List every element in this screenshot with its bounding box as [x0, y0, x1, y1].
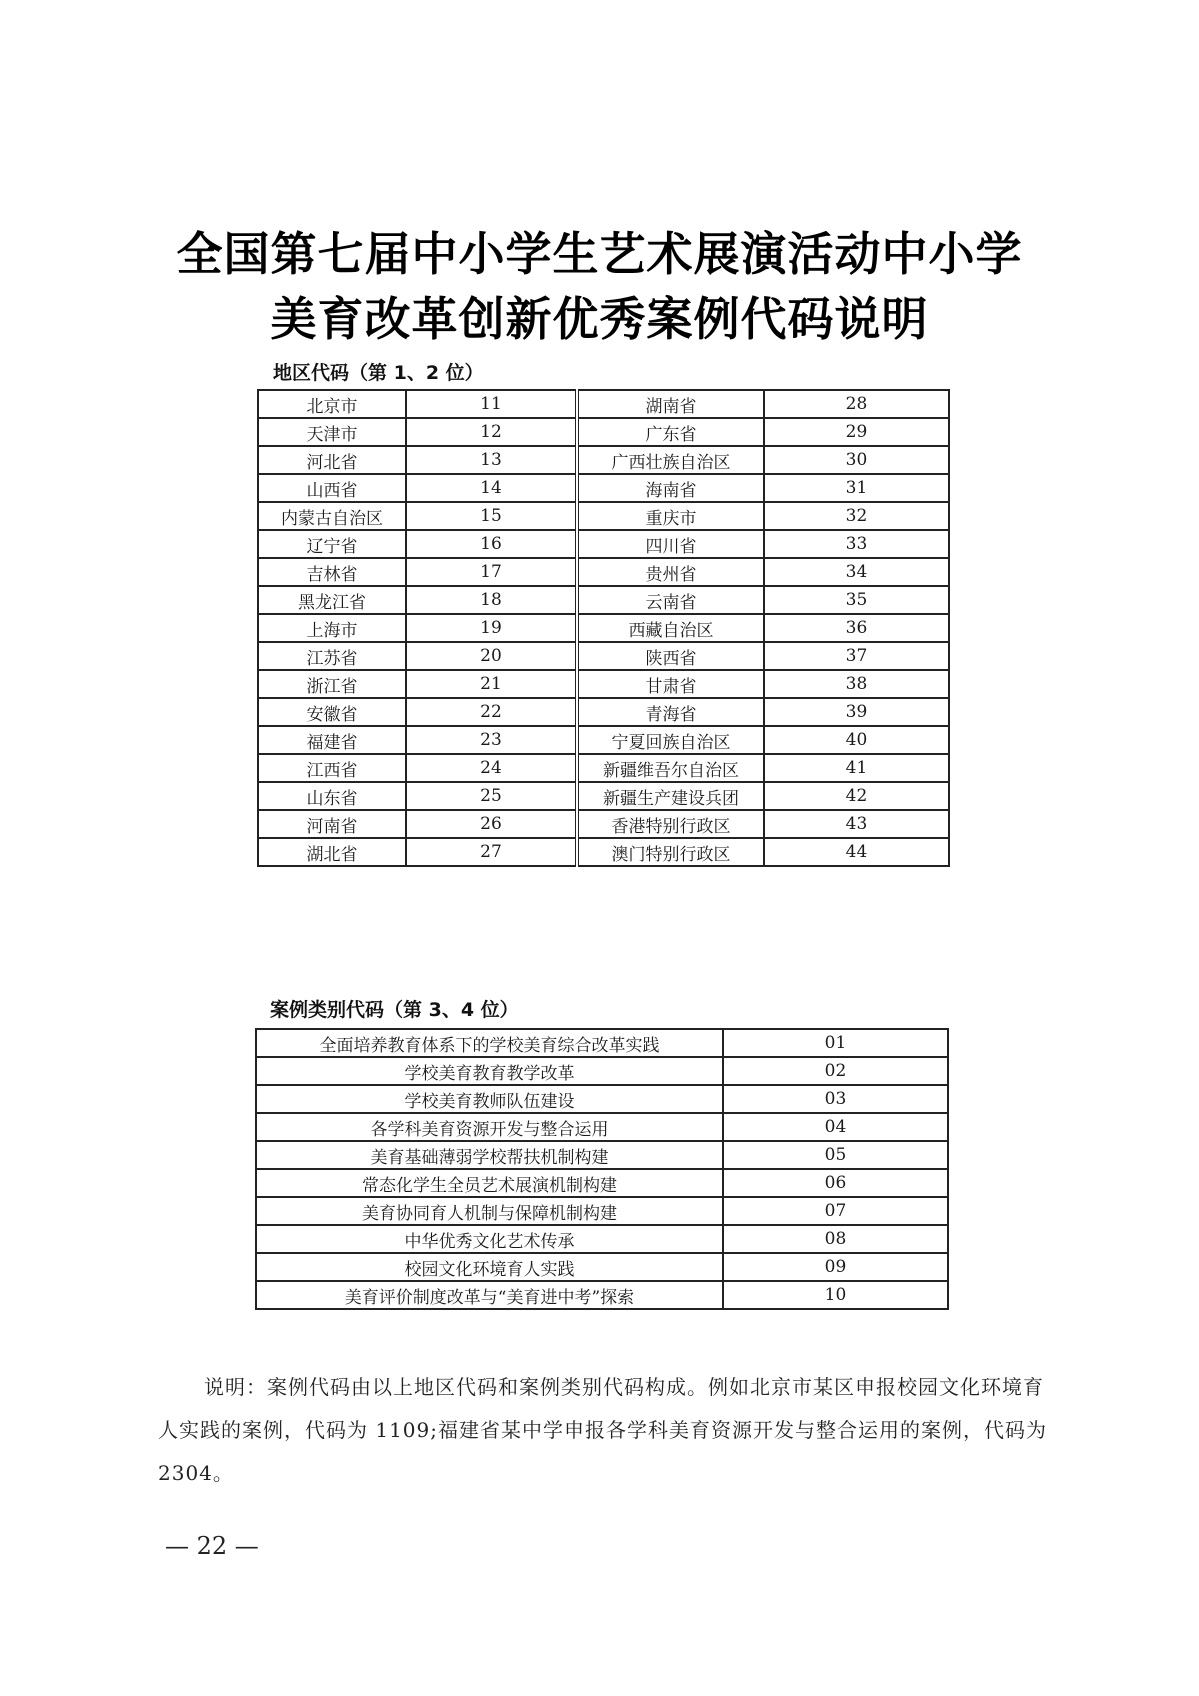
region-name-cell: 河南省 — [258, 810, 406, 838]
explanation-note: 说明：案例代码由以上地区代码和案例类别代码构成。例如北京市某区申报校园文化环境育人实践的案例，代码为 1109;福建省某中学申报各学科美育资源开发与整合运用的案例，代码为 2304。 — [158, 1375, 1047, 1485]
page-number: — 22 — — [165, 1532, 259, 1560]
region-table-row — [258, 418, 949, 446]
region-table-row — [258, 614, 949, 642]
region-name-cell: 北京市 — [258, 390, 406, 418]
region-code-cell: 39 — [764, 698, 949, 726]
region-code-cell: 36 — [764, 614, 949, 642]
category-table-row — [256, 1169, 948, 1197]
region-code-cell: 16 — [406, 530, 577, 558]
region-table-row — [258, 530, 949, 558]
category-code-cell: 07 — [723, 1197, 948, 1225]
region-name-cell: 陕西省 — [577, 642, 764, 670]
region-code-cell: 17 — [406, 558, 577, 586]
region-table-row — [258, 558, 949, 586]
category-code-table — [255, 1028, 949, 1310]
category-table-row — [256, 1029, 948, 1057]
category-name-cell: 各学科美育资源开发与整合运用 — [256, 1113, 723, 1141]
region-code-cell: 33 — [764, 530, 949, 558]
region-code-cell: 32 — [764, 502, 949, 530]
category-name-cell: 学校美育教师队伍建设 — [256, 1085, 723, 1113]
region-name-cell: 海南省 — [577, 474, 764, 502]
region-table-row — [258, 754, 949, 782]
region-name-cell: 山西省 — [258, 474, 406, 502]
category-table-row — [256, 1141, 948, 1169]
region-name-cell: 宁夏回族自治区 — [577, 726, 764, 754]
category-code-cell: 05 — [723, 1141, 948, 1169]
category-code-cell: 02 — [723, 1057, 948, 1085]
category-name-cell: 学校美育教育教学改革 — [256, 1057, 723, 1085]
region-name-cell: 湖南省 — [577, 390, 764, 418]
category-code-cell: 03 — [723, 1085, 948, 1113]
region-code-cell: 12 — [406, 418, 577, 446]
region-name-cell: 澳门特别行政区 — [577, 838, 764, 866]
category-name-cell: 常态化学生全员艺术展演机制构建 — [256, 1169, 723, 1197]
category-name-cell: 美育基础薄弱学校帮扶机制构建 — [256, 1141, 723, 1169]
region-table-row — [258, 726, 949, 754]
category-code-cell: 04 — [723, 1113, 948, 1141]
region-name-cell: 吉林省 — [258, 558, 406, 586]
document-title-line-1: 全国第七届中小学生艺术展演活动中小学 — [176, 227, 1023, 281]
region-code-cell: 44 — [764, 838, 949, 866]
region-name-cell: 辽宁省 — [258, 530, 406, 558]
region-name-cell: 内蒙古自治区 — [258, 502, 406, 530]
region-code-cell: 25 — [406, 782, 577, 810]
region-table-row — [258, 810, 949, 838]
category-name-cell: 美育协同育人机制与保障机制构建 — [256, 1197, 723, 1225]
region-table-row — [258, 698, 949, 726]
category-code-cell: 01 — [723, 1029, 948, 1057]
region-code-cell: 15 — [406, 502, 577, 530]
region-code-cell: 28 — [764, 390, 949, 418]
region-code-cell: 30 — [764, 446, 949, 474]
region-name-cell: 西藏自治区 — [577, 614, 764, 642]
region-code-cell: 26 — [406, 810, 577, 838]
region-code-cell: 29 — [764, 418, 949, 446]
region-table-row — [258, 390, 949, 418]
category-table-row — [256, 1281, 948, 1309]
region-name-cell: 青海省 — [577, 698, 764, 726]
category-table-row — [256, 1197, 948, 1225]
region-code-cell: 24 — [406, 754, 577, 782]
region-name-cell: 贵州省 — [577, 558, 764, 586]
category-table-row — [256, 1113, 948, 1141]
region-code-cell: 13 — [406, 446, 577, 474]
region-table-row — [258, 838, 949, 866]
region-name-cell: 江西省 — [258, 754, 406, 782]
region-table-row — [258, 502, 949, 530]
region-name-cell: 广东省 — [577, 418, 764, 446]
region-name-cell: 甘肃省 — [577, 670, 764, 698]
region-name-cell: 湖北省 — [258, 838, 406, 866]
region-name-cell: 福建省 — [258, 726, 406, 754]
region-code-table — [257, 389, 950, 867]
region-name-cell: 天津市 — [258, 418, 406, 446]
region-code-cell: 18 — [406, 586, 577, 614]
region-code-cell: 21 — [406, 670, 577, 698]
region-code-cell: 27 — [406, 838, 577, 866]
region-code-cell: 22 — [406, 698, 577, 726]
region-code-cell: 40 — [764, 726, 949, 754]
category-table-row — [256, 1057, 948, 1085]
region-code-cell: 41 — [764, 754, 949, 782]
region-table-row — [258, 446, 949, 474]
region-code-cell: 34 — [764, 558, 949, 586]
category-name-cell: 中华优秀文化艺术传承 — [256, 1225, 723, 1253]
region-code-cell: 31 — [764, 474, 949, 502]
region-name-cell: 云南省 — [577, 586, 764, 614]
region-table-caption: 地区代码（第 1、2 位） — [273, 362, 484, 384]
region-code-cell: 14 — [406, 474, 577, 502]
category-code-cell: 09 — [723, 1253, 948, 1281]
region-name-cell: 河北省 — [258, 446, 406, 474]
category-table-row — [256, 1225, 948, 1253]
region-table-row — [258, 642, 949, 670]
region-name-cell: 黑龙江省 — [258, 586, 406, 614]
region-name-cell: 安徽省 — [258, 698, 406, 726]
category-code-cell: 06 — [723, 1169, 948, 1197]
region-code-cell: 38 — [764, 670, 949, 698]
region-name-cell: 四川省 — [577, 530, 764, 558]
region-code-cell: 42 — [764, 782, 949, 810]
region-code-cell: 11 — [406, 390, 577, 418]
document-title-line-2: 美育改革创新优秀案例代码说明 — [270, 292, 929, 346]
region-code-cell: 43 — [764, 810, 949, 838]
region-table-row — [258, 670, 949, 698]
region-code-cell: 23 — [406, 726, 577, 754]
category-code-cell: 08 — [723, 1225, 948, 1253]
region-code-cell: 20 — [406, 642, 577, 670]
category-name-cell: 校园文化环境育人实践 — [256, 1253, 723, 1281]
region-table-row — [258, 586, 949, 614]
region-name-cell: 山东省 — [258, 782, 406, 810]
category-table-row — [256, 1085, 948, 1113]
region-name-cell: 广西壮族自治区 — [577, 446, 764, 474]
category-table-row — [256, 1253, 948, 1281]
region-code-cell: 35 — [764, 586, 949, 614]
region-name-cell: 香港特别行政区 — [577, 810, 764, 838]
category-name-cell: 美育评价制度改革与“美育进中考”探索 — [256, 1281, 723, 1309]
region-code-cell: 37 — [764, 642, 949, 670]
region-name-cell: 重庆市 — [577, 502, 764, 530]
region-code-cell: 19 — [406, 614, 577, 642]
category-table-caption: 案例类别代码（第 3、4 位） — [270, 999, 519, 1021]
region-name-cell: 新疆维吾尔自治区 — [577, 754, 764, 782]
region-table-row — [258, 474, 949, 502]
region-name-cell: 上海市 — [258, 614, 406, 642]
region-name-cell: 浙江省 — [258, 670, 406, 698]
category-name-cell: 全面培养教育体系下的学校美育综合改革实践 — [256, 1029, 723, 1057]
region-table-row — [258, 782, 949, 810]
region-name-cell: 江苏省 — [258, 642, 406, 670]
region-name-cell: 新疆生产建设兵团 — [577, 782, 764, 810]
category-code-cell: 10 — [723, 1281, 948, 1309]
